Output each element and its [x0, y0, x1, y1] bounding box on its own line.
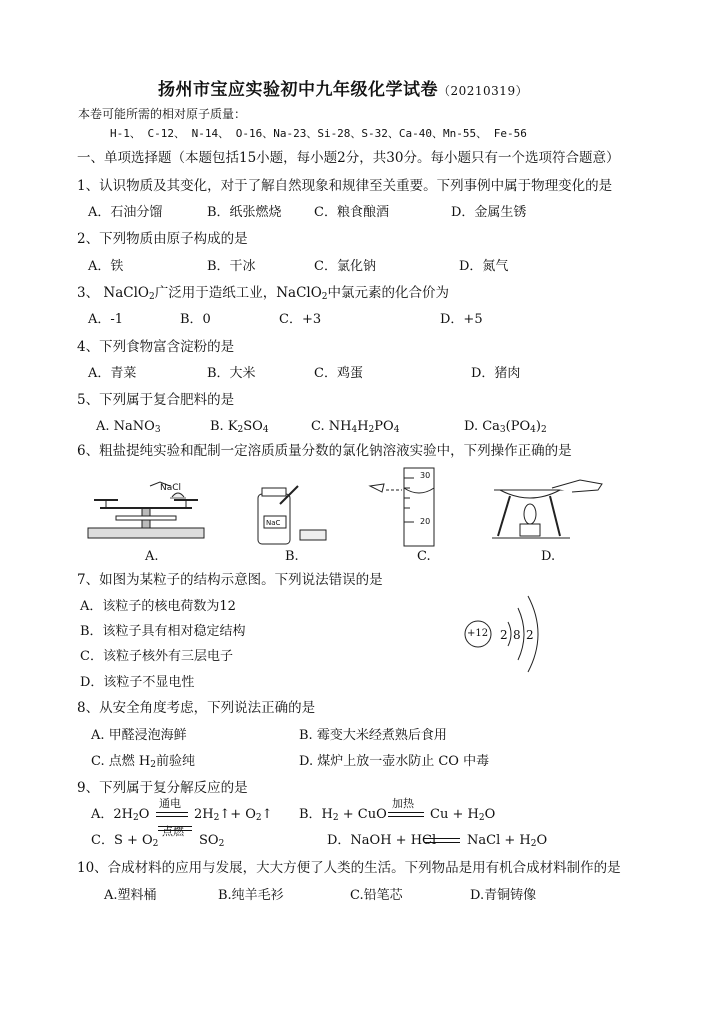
- cylinder-tick-20: 20: [420, 517, 431, 526]
- question-3-stem: [77, 287, 449, 301]
- q3-stem-end: 中氯元素的化合价为: [327, 285, 450, 301]
- exam-title: 扬州市宝应实验初中九年级化学试卷: [158, 80, 438, 100]
- q9-option-a-left: A．$2H_2O$: [91, 807, 150, 823]
- q9-option-d-left: D．NaOH + HCl: [327, 833, 437, 848]
- q4-option-d: D．猪肉: [471, 366, 521, 381]
- q8-option-c: C. 点燃 $H_2$前验纯: [91, 754, 195, 770]
- exam-code: （20210319）: [438, 84, 529, 98]
- q3-formula-1: NaClO: [99, 285, 149, 301]
- q4-option-c: C．鸡蛋: [314, 366, 363, 381]
- q7-option-b: B．该粒子具有相对稳定结构: [80, 624, 246, 639]
- question-9-stem: 9、下列属于复分解反应的是: [77, 780, 248, 796]
- q9-option-a-right: $2H_2↑+$ $O_2↑$: [194, 807, 273, 823]
- question-10-stem: 10、合成材料的应用与发展，大大方便了人类的生活。下列物品是用有机合成材料制作的是: [77, 860, 621, 876]
- q5-option-c: C. $NH_4H_2PO_4$: [311, 419, 400, 435]
- q9-b-condition: 加热: [392, 797, 414, 810]
- q8-option-d: D. 煤炉上放一壶水防止 CO 中毒: [299, 754, 490, 769]
- q9-option-c-left: C．$S + O_2$: [91, 833, 159, 849]
- q4-option-a: A．青菜: [88, 366, 137, 381]
- jar-label: NaC: [266, 519, 281, 527]
- q5-option-b: B. $K_2SO_4$: [210, 419, 269, 435]
- q3-sub-1: 2: [148, 292, 155, 302]
- question-8-stem: 8、从安全角度考虑，下列说法正确的是: [77, 700, 316, 716]
- q6-option-b: B.: [285, 549, 299, 564]
- q9-a-condition: 通电: [159, 797, 181, 810]
- q9-c-condition: 点燃: [162, 825, 184, 838]
- question-6-stem: 6、粗盐提纯实验和配制一定溶质质量分数的氯化钠溶液实验中，下列操作正确的是: [77, 443, 572, 459]
- q9-option-b-right: $Cu + H_2O$: [430, 807, 496, 823]
- q9-option-b-left: B．$H_2$ + CuO: [299, 807, 387, 823]
- q1-option-d: D．金属生锈: [451, 205, 527, 220]
- q9-d-equals-sign: [424, 838, 460, 843]
- q3-stem-middle: 广泛用于造纸工业，NaClO: [154, 285, 322, 301]
- question-7-stem: 7、如图为某粒子的结构示意图。下列说法错误的是: [77, 572, 383, 588]
- question-5-stem: 5、下列属于复合肥料的是: [77, 392, 235, 408]
- q1-option-c: C．粮食酿酒: [314, 205, 389, 220]
- q10-option-c: C.铅笔芯: [350, 888, 403, 903]
- evaporation-figure: [490, 470, 610, 548]
- shell-2-electrons: 8: [513, 628, 521, 642]
- q5-option-d: D. $Ca_3(PO_4)_2$: [464, 419, 547, 435]
- balance-nacl-label: NaCl: [160, 483, 182, 493]
- cylinder-tick-30: 30: [420, 471, 431, 480]
- reagent-jar-figure: [250, 484, 330, 546]
- q3-option-c: C．+3: [279, 312, 322, 327]
- q9-a-equals-sign: [156, 812, 188, 817]
- q8-option-b: B. 霉变大米经煮熟后食用: [299, 728, 447, 743]
- shell-1-electrons: 2: [500, 628, 508, 642]
- q7-option-a: A．该粒子的核电荷数为12: [80, 599, 236, 614]
- q2-option-b: B．干冰: [207, 259, 256, 274]
- graduated-cylinder-figure: [368, 466, 448, 548]
- q9-option-c-right: $SO_2$: [199, 833, 225, 849]
- q5-option-a: A. NaNO$_3$: [96, 419, 161, 435]
- balance-figure: [86, 478, 206, 548]
- question-1-stem: 1、认识物质及其变化，对于了解自然现象和规律至关重要。下列事例中属于物理变化的是: [77, 178, 613, 194]
- q10-option-b: B.纯羊毛衫: [218, 888, 284, 903]
- q9-option-d-right: NaCl + $H_2O$: [467, 833, 548, 849]
- q8-option-a: A. 甲醛浸泡海鲜: [91, 728, 187, 743]
- question-4-stem: 4、下列食物富含淀粉的是: [77, 339, 235, 355]
- q3-number: 3、: [77, 285, 100, 301]
- section-heading: 一、单项选择题（本题包括15小题，每小题2分，共30分。每小题只有一个选项符合题意）: [77, 150, 620, 166]
- q6-option-d: D.: [541, 549, 556, 564]
- q7-option-d: D．该粒子不显电性: [80, 675, 195, 690]
- question-2-stem: 2、下列物质由原子构成的是: [77, 231, 248, 247]
- nucleus-charge: +12: [467, 628, 489, 639]
- q2-option-c: C．氯化钠: [314, 259, 376, 274]
- q2-option-d: D．氮气: [459, 259, 509, 274]
- q1-option-a: A．石油分馏: [88, 205, 163, 220]
- q10-option-d: D.青铜铸像: [470, 888, 537, 903]
- q3-option-a: A．-1: [88, 312, 124, 327]
- q3-option-b: B．0: [180, 312, 211, 327]
- atomic-mass-intro: 本卷可能所需的相对原子质量：: [78, 107, 247, 121]
- q6-option-c: C.: [417, 549, 431, 564]
- q10-option-a: A.塑料桶: [104, 888, 157, 903]
- q9-b-equals-sign: [388, 812, 424, 817]
- atomic-mass-list: H-1、 C-12、 N-14、 O-16、Na-23、Si-28、S-32、Ca-40、Mn-55、 Fe-56: [110, 127, 527, 140]
- q1-option-b: B．纸张燃烧: [207, 205, 282, 220]
- q3-sub-2: 2: [321, 292, 328, 302]
- q6-option-a: A.: [145, 549, 159, 564]
- q2-option-a: A．铁: [88, 259, 124, 274]
- q3-option-d: D．+5: [440, 312, 483, 327]
- page-title: [158, 82, 528, 99]
- q7-option-c: C．该粒子核外有三层电子: [80, 649, 233, 664]
- shell-3-electrons: 2: [526, 628, 534, 642]
- q4-option-b: B．大米: [207, 366, 256, 381]
